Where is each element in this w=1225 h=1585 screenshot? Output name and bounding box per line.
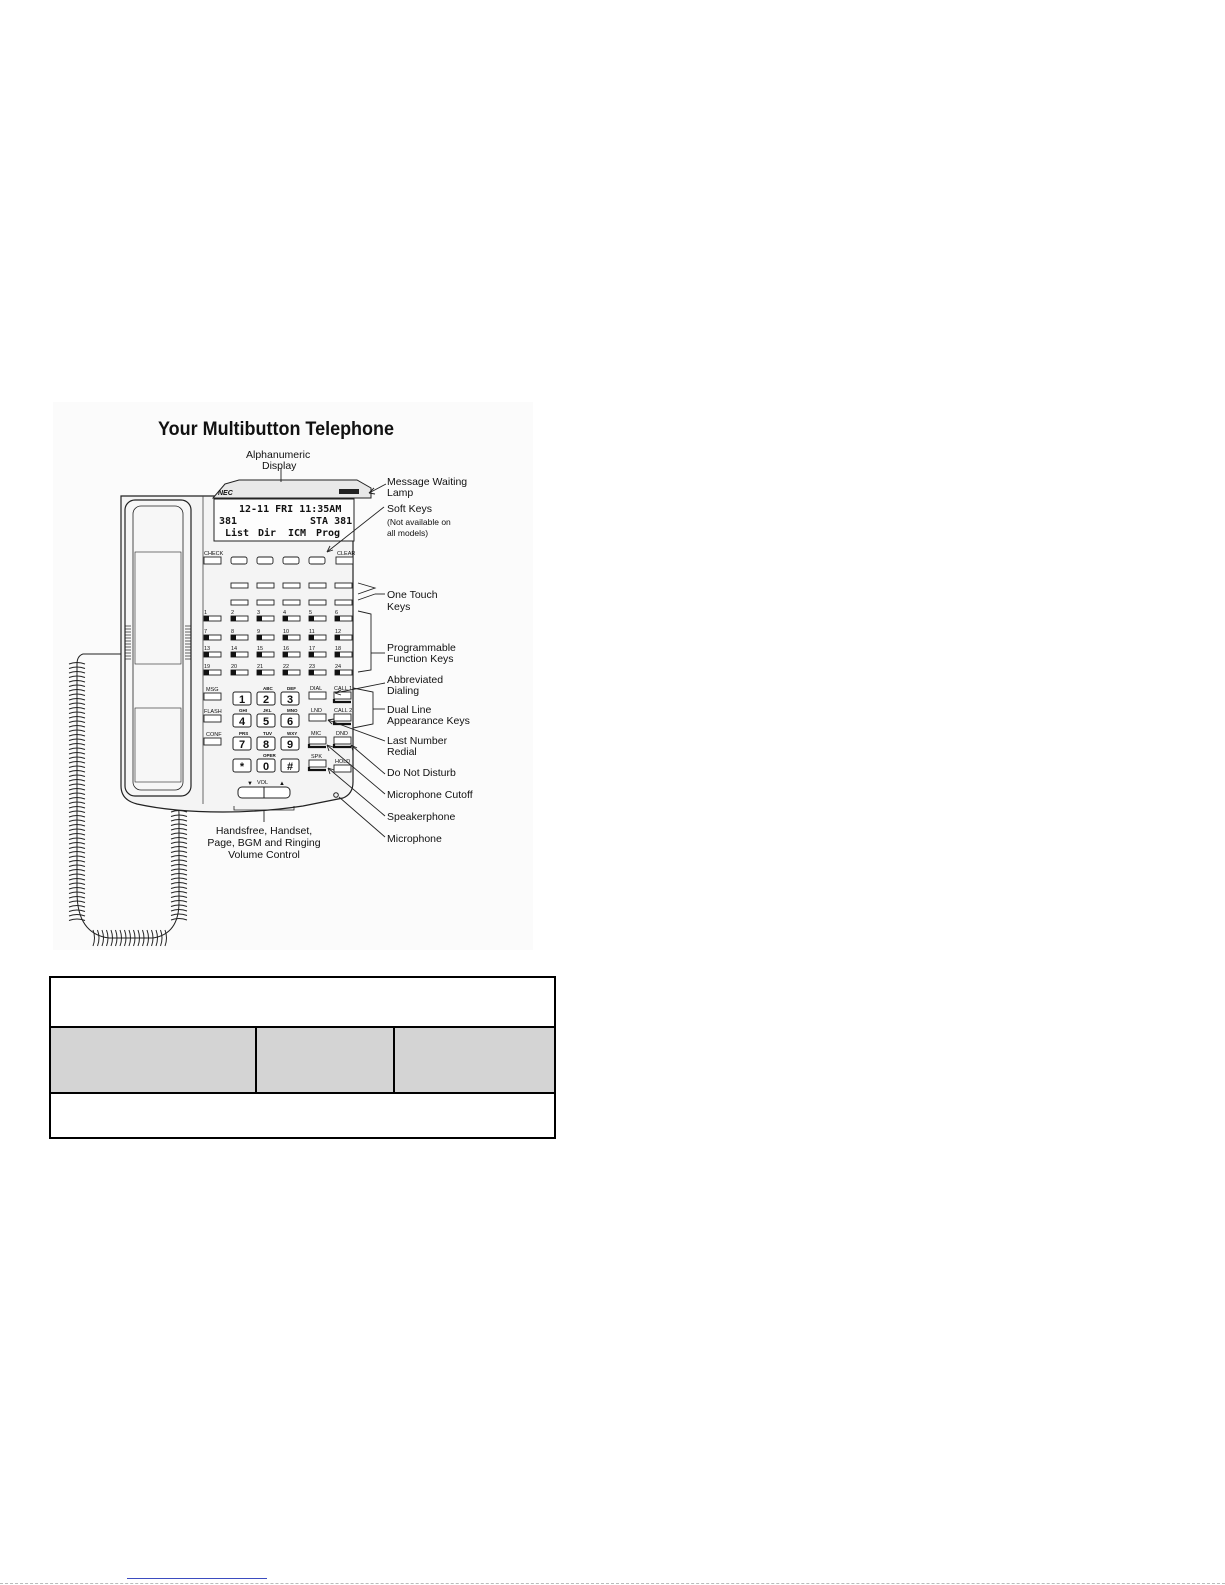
dialpad-letters: DEF bbox=[287, 686, 296, 691]
dialpad-letters: TUV bbox=[263, 731, 272, 736]
function-key-number: 2 bbox=[231, 610, 235, 616]
function-key-number: 9 bbox=[257, 629, 261, 635]
info-table-shaded-row bbox=[51, 1028, 554, 1094]
cord-coil bbox=[69, 915, 85, 917]
function-key-number: 11 bbox=[309, 629, 315, 635]
function-key-number: 18 bbox=[335, 646, 342, 652]
display-line-2-left: 381 bbox=[219, 516, 238, 527]
lnd-key[interactable] bbox=[309, 714, 326, 721]
function-key-number: 17 bbox=[309, 646, 316, 652]
spk-key-label: SPK bbox=[311, 754, 323, 760]
function-key-lamp bbox=[204, 616, 209, 621]
callout-alphanumeric-display-2: Display bbox=[262, 460, 297, 472]
display-line-1: 12-11 FRI 11:35AM bbox=[239, 504, 342, 515]
function-key-lamp bbox=[204, 670, 209, 675]
mic-key[interactable] bbox=[309, 737, 326, 744]
cord-coil bbox=[69, 906, 85, 908]
function-key-number: 12 bbox=[335, 629, 342, 635]
msg-key-label: MSG bbox=[206, 687, 219, 693]
dialpad-key-label: 9 bbox=[286, 739, 294, 751]
function-key-number: 20 bbox=[231, 664, 238, 670]
callout-abbreviated-dialing-1: Abbreviated bbox=[387, 674, 444, 686]
function-key-number: 10 bbox=[283, 629, 290, 635]
dialpad-key-label: 2 bbox=[262, 694, 270, 706]
left-function-keys bbox=[204, 687, 222, 745]
function-key-lamp bbox=[283, 670, 288, 675]
dialpad-letters: JKL bbox=[263, 708, 272, 713]
display-softkey-prog: Prog bbox=[316, 528, 341, 539]
vol-label: VOL bbox=[257, 780, 269, 786]
callout-volume-control-1: Handsfree, Handset, bbox=[215, 825, 313, 837]
callout-do-not-disturb: Do Not Disturb bbox=[387, 767, 456, 779]
callout-microphone: Microphone bbox=[387, 833, 442, 845]
dialpad-key-label: * bbox=[239, 761, 245, 773]
diagram-title: Your Multibutton Telephone bbox=[158, 419, 394, 440]
cord-coil bbox=[98, 930, 100, 946]
callout-abbreviated-dialing-2: Dialing bbox=[387, 685, 420, 697]
conf-key-label: CONF bbox=[206, 732, 222, 738]
function-key-lamp bbox=[257, 652, 262, 657]
callout-message-waiting-lamp-1: Message Waiting bbox=[387, 476, 468, 488]
dialpad-key-label: 8 bbox=[262, 739, 270, 751]
function-key-number: 7 bbox=[204, 629, 208, 635]
dnd-key-label: DND bbox=[336, 731, 348, 737]
lnd-key-label: LND bbox=[311, 708, 323, 714]
function-key-number: 14 bbox=[231, 646, 238, 652]
function-key-lamp bbox=[257, 616, 262, 621]
dialpad-key-label: 6 bbox=[286, 716, 294, 728]
callout-programmable-function-keys-2: Function Keys bbox=[387, 653, 454, 665]
function-key-lamp bbox=[231, 616, 236, 621]
dialpad-key-label: 4 bbox=[238, 716, 246, 728]
function-key-number: 3 bbox=[257, 610, 261, 616]
clear-key-label: CLEAR bbox=[337, 551, 356, 557]
function-key-lamp bbox=[204, 652, 209, 657]
hold-key-label: HOLD bbox=[335, 759, 351, 765]
soft-key-4[interactable] bbox=[309, 557, 325, 564]
function-key-lamp bbox=[335, 635, 340, 640]
callout-programmable-function-keys-1: Programmable bbox=[387, 642, 456, 654]
vol-down-arrow: ▼ bbox=[247, 781, 253, 787]
dialpad-letters: GHI bbox=[239, 708, 248, 713]
function-key-number: 23 bbox=[309, 664, 316, 670]
one-touch-key[interactable] bbox=[335, 583, 352, 588]
function-key-lamp bbox=[257, 635, 262, 640]
function-key-lamp bbox=[335, 670, 340, 675]
function-key-lamp bbox=[283, 652, 288, 657]
info-table-cell-3 bbox=[395, 1028, 554, 1092]
handset bbox=[125, 500, 191, 796]
dialpad-key-label: 0 bbox=[262, 761, 270, 773]
footer-link-underline bbox=[127, 1578, 267, 1579]
callout-volume-control-3: Volume Control bbox=[228, 849, 300, 861]
cord-coil bbox=[171, 919, 187, 921]
info-table-cell-1 bbox=[51, 1028, 257, 1092]
callout-soft-keys-1: Soft Keys bbox=[387, 503, 432, 515]
function-key-number: 8 bbox=[231, 629, 235, 635]
clear-key[interactable] bbox=[336, 557, 353, 564]
function-key-lamp bbox=[335, 652, 340, 657]
function-key-number: 16 bbox=[283, 646, 290, 652]
check-key-label: CHECK bbox=[204, 551, 224, 557]
brand-logo: NEC bbox=[218, 490, 233, 497]
hold-key[interactable] bbox=[334, 765, 351, 772]
dialpad-letters: WXY bbox=[287, 731, 298, 736]
callout-one-touch-keys-2: Keys bbox=[387, 601, 411, 613]
info-table bbox=[49, 976, 556, 1139]
function-key-number: 4 bbox=[283, 610, 287, 616]
msg-key[interactable] bbox=[204, 693, 221, 700]
function-key-number: 15 bbox=[257, 646, 264, 652]
callout-speakerphone: Speakerphone bbox=[387, 811, 456, 823]
dialpad-key-label: 1 bbox=[238, 694, 246, 706]
callout-last-number-redial-1: Last Number bbox=[387, 735, 448, 747]
dialpad-key-label: # bbox=[286, 761, 294, 773]
callout-soft-keys-3: all models) bbox=[387, 528, 429, 538]
function-key-number: 19 bbox=[204, 664, 211, 670]
callout-microphone-cutoff: Microphone Cutoff bbox=[387, 789, 473, 801]
one-touch-key[interactable] bbox=[283, 583, 300, 588]
one-touch-key[interactable] bbox=[309, 583, 326, 588]
function-key-lamp bbox=[231, 670, 236, 675]
conf-key[interactable] bbox=[204, 738, 221, 745]
spk-key[interactable] bbox=[309, 760, 326, 767]
dialpad-letters: ABC bbox=[263, 686, 273, 691]
callout-last-number-redial-2: Redial bbox=[387, 746, 417, 758]
function-key-number: 22 bbox=[283, 664, 290, 670]
one-touch-key[interactable] bbox=[257, 600, 274, 605]
flash-key[interactable] bbox=[204, 715, 221, 722]
dial-key-label: DIAL bbox=[310, 686, 323, 692]
function-key-number: 6 bbox=[335, 610, 339, 616]
dialpad-letters: OPER bbox=[263, 753, 276, 758]
dialpad-letters: MNO bbox=[287, 708, 298, 713]
call2-key-label: CALL 2 bbox=[334, 708, 353, 714]
one-touch-key[interactable] bbox=[335, 600, 352, 605]
display-softkey-list: List bbox=[225, 528, 250, 539]
call2-key[interactable] bbox=[334, 714, 351, 721]
one-touch-key[interactable] bbox=[283, 600, 300, 605]
cord-coil bbox=[69, 910, 85, 912]
callout-soft-keys-2: (Not available on bbox=[387, 517, 451, 527]
function-key-lamp bbox=[309, 616, 314, 621]
one-touch-key[interactable] bbox=[309, 600, 326, 605]
function-key-lamp bbox=[309, 635, 314, 640]
one-touch-key[interactable] bbox=[257, 583, 274, 588]
soft-key-3[interactable] bbox=[283, 557, 299, 564]
cord-coil bbox=[102, 930, 104, 946]
function-key-lamp bbox=[257, 670, 262, 675]
callout-dual-line-appearance-keys-1: Dual Line bbox=[387, 704, 432, 716]
function-key-number: 21 bbox=[257, 664, 264, 670]
function-key-lamp bbox=[231, 652, 236, 657]
dial-key[interactable] bbox=[309, 692, 326, 699]
function-key-lamp bbox=[309, 652, 314, 657]
call1-key-label: CALL 1 bbox=[334, 686, 353, 692]
soft-key-2[interactable] bbox=[257, 557, 273, 564]
callout-message-waiting-lamp-2: Lamp bbox=[387, 487, 414, 499]
callout-alphanumeric-display-1: Alphanumeric bbox=[246, 449, 311, 461]
telephone-diagram bbox=[53, 402, 533, 950]
function-key-lamp bbox=[204, 635, 209, 640]
callout-one-touch-keys-1: One Touch bbox=[387, 589, 438, 601]
function-key-lamp bbox=[309, 670, 314, 675]
cord-coil bbox=[161, 930, 163, 946]
dialpad-key-label: 7 bbox=[238, 739, 246, 751]
cord-coil bbox=[171, 914, 187, 916]
info-table-cell-2 bbox=[257, 1028, 395, 1092]
dialpad-key-label: 3 bbox=[286, 694, 294, 706]
dnd-key[interactable] bbox=[334, 737, 351, 744]
flash-key-label: FLASH bbox=[204, 709, 222, 715]
mic-key-label: MIC bbox=[311, 731, 322, 737]
vol-up-arrow: ▲ bbox=[279, 781, 285, 787]
info-table-header-row bbox=[51, 978, 554, 1028]
one-touch-key[interactable] bbox=[231, 600, 248, 605]
callout-volume-control-2: Page, BGM and Ringing bbox=[207, 837, 321, 849]
check-key[interactable] bbox=[204, 557, 221, 564]
display-line-2-right: STA 381 bbox=[310, 516, 353, 527]
cord-coil bbox=[165, 930, 167, 946]
dialpad-letters: PRS bbox=[239, 731, 249, 736]
function-key-lamp bbox=[283, 616, 288, 621]
dialpad-key-label: 5 bbox=[262, 716, 270, 728]
message-waiting-lamp bbox=[339, 489, 359, 494]
display-softkey-dir: Dir bbox=[258, 528, 277, 539]
one-touch-key[interactable] bbox=[231, 583, 248, 588]
function-key-number: 13 bbox=[204, 646, 211, 652]
soft-key-1[interactable] bbox=[231, 557, 247, 564]
function-key-number: 5 bbox=[309, 610, 313, 616]
info-table-footer-row bbox=[51, 1094, 554, 1141]
footer-divider bbox=[0, 1583, 1225, 1584]
function-key-number: 1 bbox=[204, 610, 208, 616]
display-softkey-icm: ICM bbox=[288, 528, 307, 539]
callout-dual-line-appearance-keys-2: Appearance Keys bbox=[387, 715, 470, 727]
function-key-number: 24 bbox=[335, 664, 342, 670]
cord-coil bbox=[156, 930, 158, 946]
function-key-lamp bbox=[283, 635, 288, 640]
function-key-lamp bbox=[335, 616, 340, 621]
function-key-lamp bbox=[231, 635, 236, 640]
